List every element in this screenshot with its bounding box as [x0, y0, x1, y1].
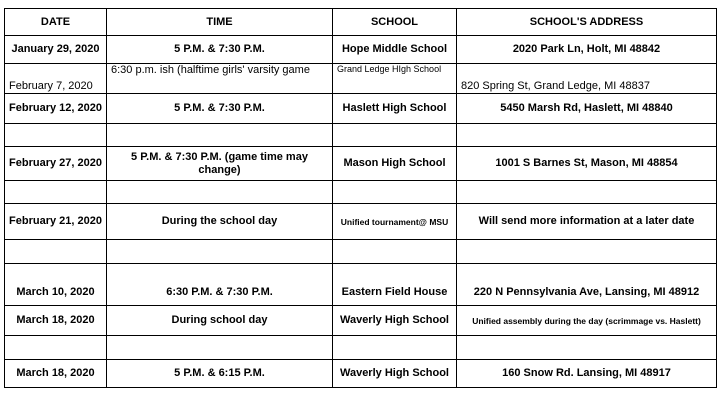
cell-address: 820 Spring St, Grand Ledge, MI 48837	[457, 64, 717, 94]
cell-date: February 21, 2020	[5, 204, 107, 240]
cell-time: 6:30 p.m. ish (halftime girls' varsity game	[107, 64, 333, 94]
cell-school: Mason High School	[333, 147, 457, 181]
table-row	[5, 36, 717, 64]
cell-address: Unified assembly during the day (scrimmage vs. Haslett)	[457, 306, 717, 336]
cell-time: 5 P.M. & 7:30 P.M. (game time may change)	[107, 147, 333, 181]
cell-time: 5 P.M. & 7:30 P.M.	[107, 36, 333, 64]
spacer-row	[5, 124, 717, 147]
cell-date: March 18, 2020	[5, 306, 107, 336]
cell-school: Grand Ledge HIgh School	[333, 64, 457, 94]
spacer-row	[5, 336, 717, 360]
table-row	[5, 204, 717, 240]
table-row	[5, 94, 717, 124]
cell-school: Waverly High School	[333, 360, 457, 388]
header-address: SCHOOL'S ADDRESS	[457, 9, 717, 36]
cell-address: 1001 S Barnes St, Mason, MI 48854	[457, 147, 717, 181]
cell-time: 5 P.M. & 7:30 P.M.	[107, 94, 333, 124]
table-row	[5, 306, 717, 336]
schedule-table	[4, 8, 717, 388]
cell-address: Will send more information at a later date	[457, 204, 717, 240]
table-row	[5, 147, 717, 181]
cell-school: Waverly High School	[333, 306, 457, 336]
cell-address: 160 Snow Rd. Lansing, MI 48917	[457, 360, 717, 388]
header-row	[5, 9, 717, 36]
cell-school: Eastern Field House	[333, 264, 457, 306]
cell-school: Unified tournament@ MSU	[333, 204, 457, 240]
cell-school: Haslett High School	[333, 94, 457, 124]
table-row	[5, 264, 717, 306]
header-time: TIME	[107, 9, 333, 36]
cell-date: March 10, 2020	[5, 264, 107, 306]
cell-date: February 7, 2020	[5, 64, 107, 94]
cell-date: February 12, 2020	[5, 94, 107, 124]
cell-address: 5450 Marsh Rd, Haslett, MI 48840	[457, 94, 717, 124]
cell-date: March 18, 2020	[5, 360, 107, 388]
cell-date: January 29, 2020	[5, 36, 107, 64]
table-row	[5, 64, 717, 94]
cell-time: During school day	[107, 306, 333, 336]
header-date: DATE	[5, 9, 107, 36]
cell-address: 220 N Pennsylvania Ave, Lansing, MI 48912	[457, 264, 717, 306]
spacer-row	[5, 181, 717, 204]
cell-time: 5 P.M. & 6:15 P.M.	[107, 360, 333, 388]
cell-date: February 27, 2020	[5, 147, 107, 181]
cell-time: During the school day	[107, 204, 333, 240]
spacer-row	[5, 240, 717, 264]
table-row	[5, 360, 717, 388]
header-school: SCHOOL	[333, 9, 457, 36]
cell-address: 2020 Park Ln, Holt, MI 48842	[457, 36, 717, 64]
cell-school: Hope Middle School	[333, 36, 457, 64]
cell-time: 6:30 P.M. & 7:30 P.M.	[107, 264, 333, 306]
